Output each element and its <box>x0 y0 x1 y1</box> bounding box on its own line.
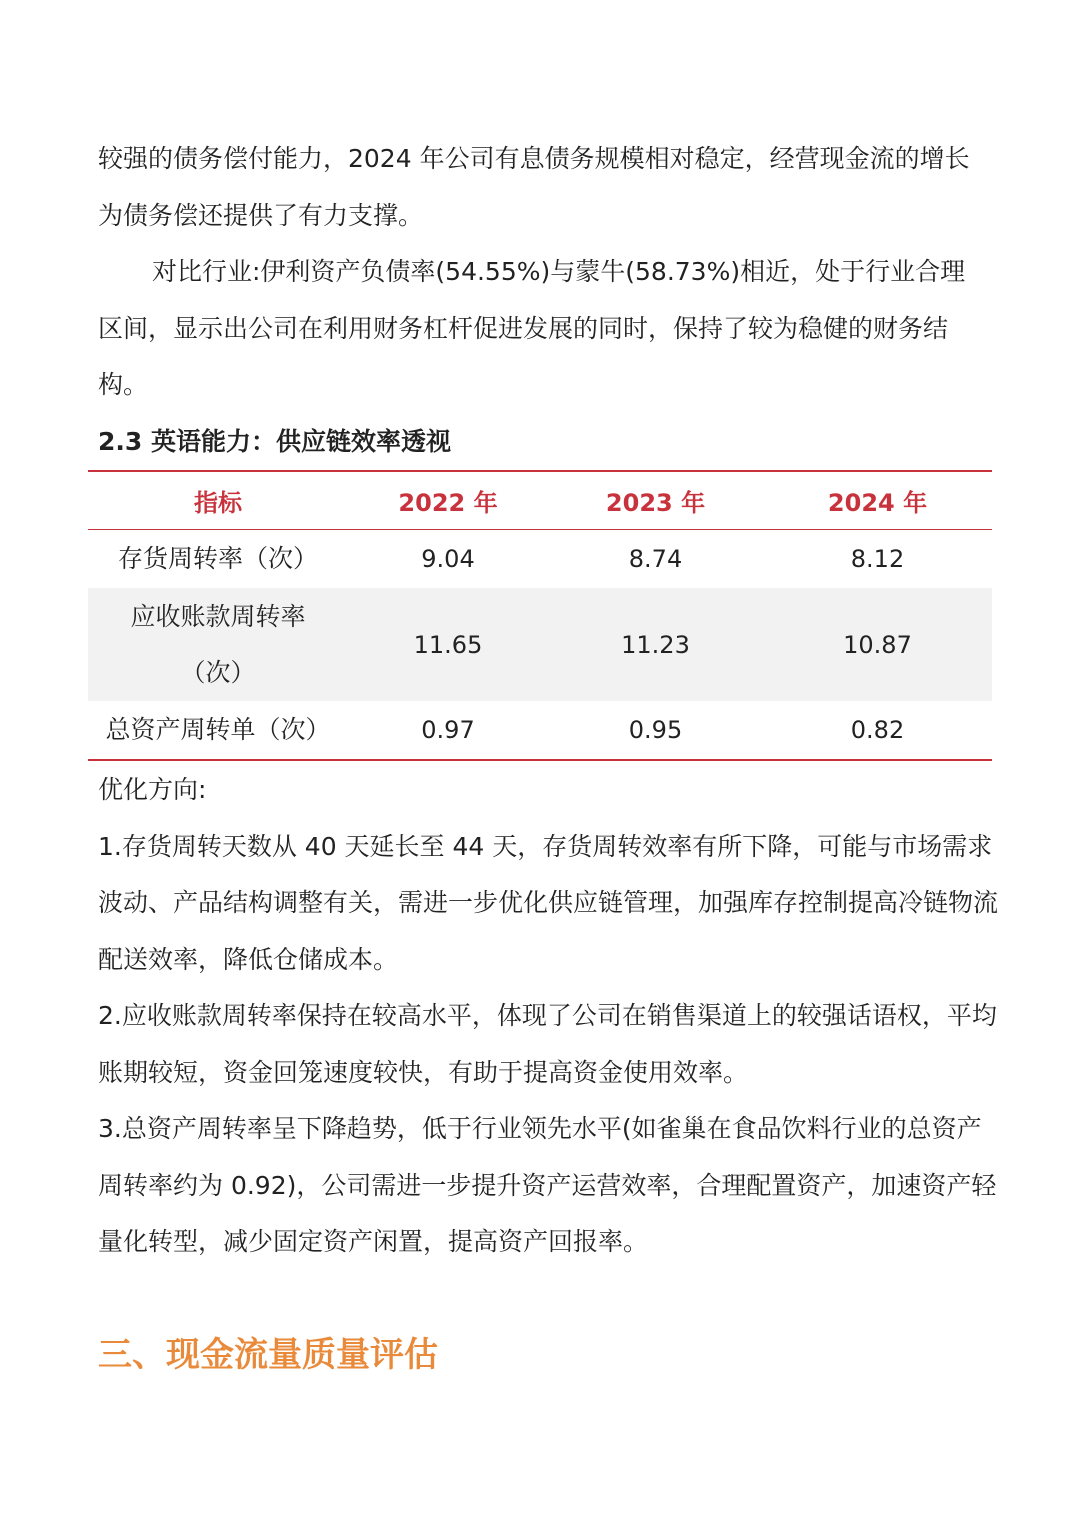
optimization-item: 3.总资产周转率呈下降趋势，低于行业领先水平(如雀巢在食品饮料行业的总资产周转率约为 0.92)，公司需进一步提升资产运营效率，合理配置资产，加速资产轻量化转型，减少固定资产闲置，提高资产回报率。 <box>98 1114 997 1256</box>
header-indicator: 指标 <box>88 471 348 530</box>
optimization-heading: 优化方向: <box>98 775 207 804</box>
section-2-3-heading: 2.3 英语能力：供应链效率透视 <box>98 427 451 456</box>
row-label-line: 存货周转率（次） <box>117 544 318 573</box>
paragraph-debt: 较强的债务偿付能力，2024 年公司有息债务规模相对稳定，经营现金流的增长为债务偿还提供了有力支撑。 <box>98 144 970 230</box>
cell-value: 10.87 <box>763 588 992 701</box>
paragraph-industry-comparison: 对比行业:伊利资产负债率(54.55%)与蒙牛(58.73%)相近，处于行业合理区间，显示出公司在利用财务杠杆促进发展的同时，保持了较为稳健的财务结构。 <box>98 257 966 399</box>
cell-value: 11.23 <box>548 588 763 701</box>
table-header-row <box>88 471 992 530</box>
cell-value: 9.04 <box>421 545 475 573</box>
header-2022: 2022 年 <box>348 471 548 530</box>
row-label-total-asset-turnover <box>88 701 348 760</box>
cell-value: 8.12 <box>850 545 905 573</box>
header-2024: 2024 年 <box>763 471 992 530</box>
row-label-line: 应收账款周转率 <box>130 601 306 631</box>
cell-value: 0.95 <box>628 716 683 744</box>
optimization-item: 2.应收账款周转率保持在较高水平，体现了公司在销售渠道上的较强话语权，平均账期较短，资金回笼速度较快，有助于提高资金使用效率。 <box>98 1001 997 1087</box>
optimization-item: 1.存货周转天数从 40 天延长至 44 天，存货周转效率有所下降，可能与市场需求波动、产品结构调整有关，需进一步优化供应链管理，加强库存控制提高冷链物流配送效率，降低仓储成本。 <box>98 831 999 974</box>
optimization-section <box>98 762 998 1271</box>
table-row <box>88 701 992 760</box>
row-label-line: 总资产周转单（次） <box>105 715 331 744</box>
supply-chain-efficiency-table <box>88 470 992 761</box>
cell-value: 0.82 <box>850 716 905 744</box>
cell-value: 8.74 <box>628 545 683 573</box>
row-label-inventory-turnover <box>88 530 348 589</box>
row-label-line: （次） <box>180 657 256 687</box>
header-2023: 2023 年 <box>548 471 763 530</box>
row-label-receivables-turnover <box>88 588 348 701</box>
cell-value: 0.97 <box>421 716 475 744</box>
cell-value: 11.65 <box>348 588 548 701</box>
table-row <box>88 530 992 589</box>
table-row <box>88 588 992 701</box>
section-3-heading: 三、现金流量质量评估 <box>98 1335 438 1375</box>
